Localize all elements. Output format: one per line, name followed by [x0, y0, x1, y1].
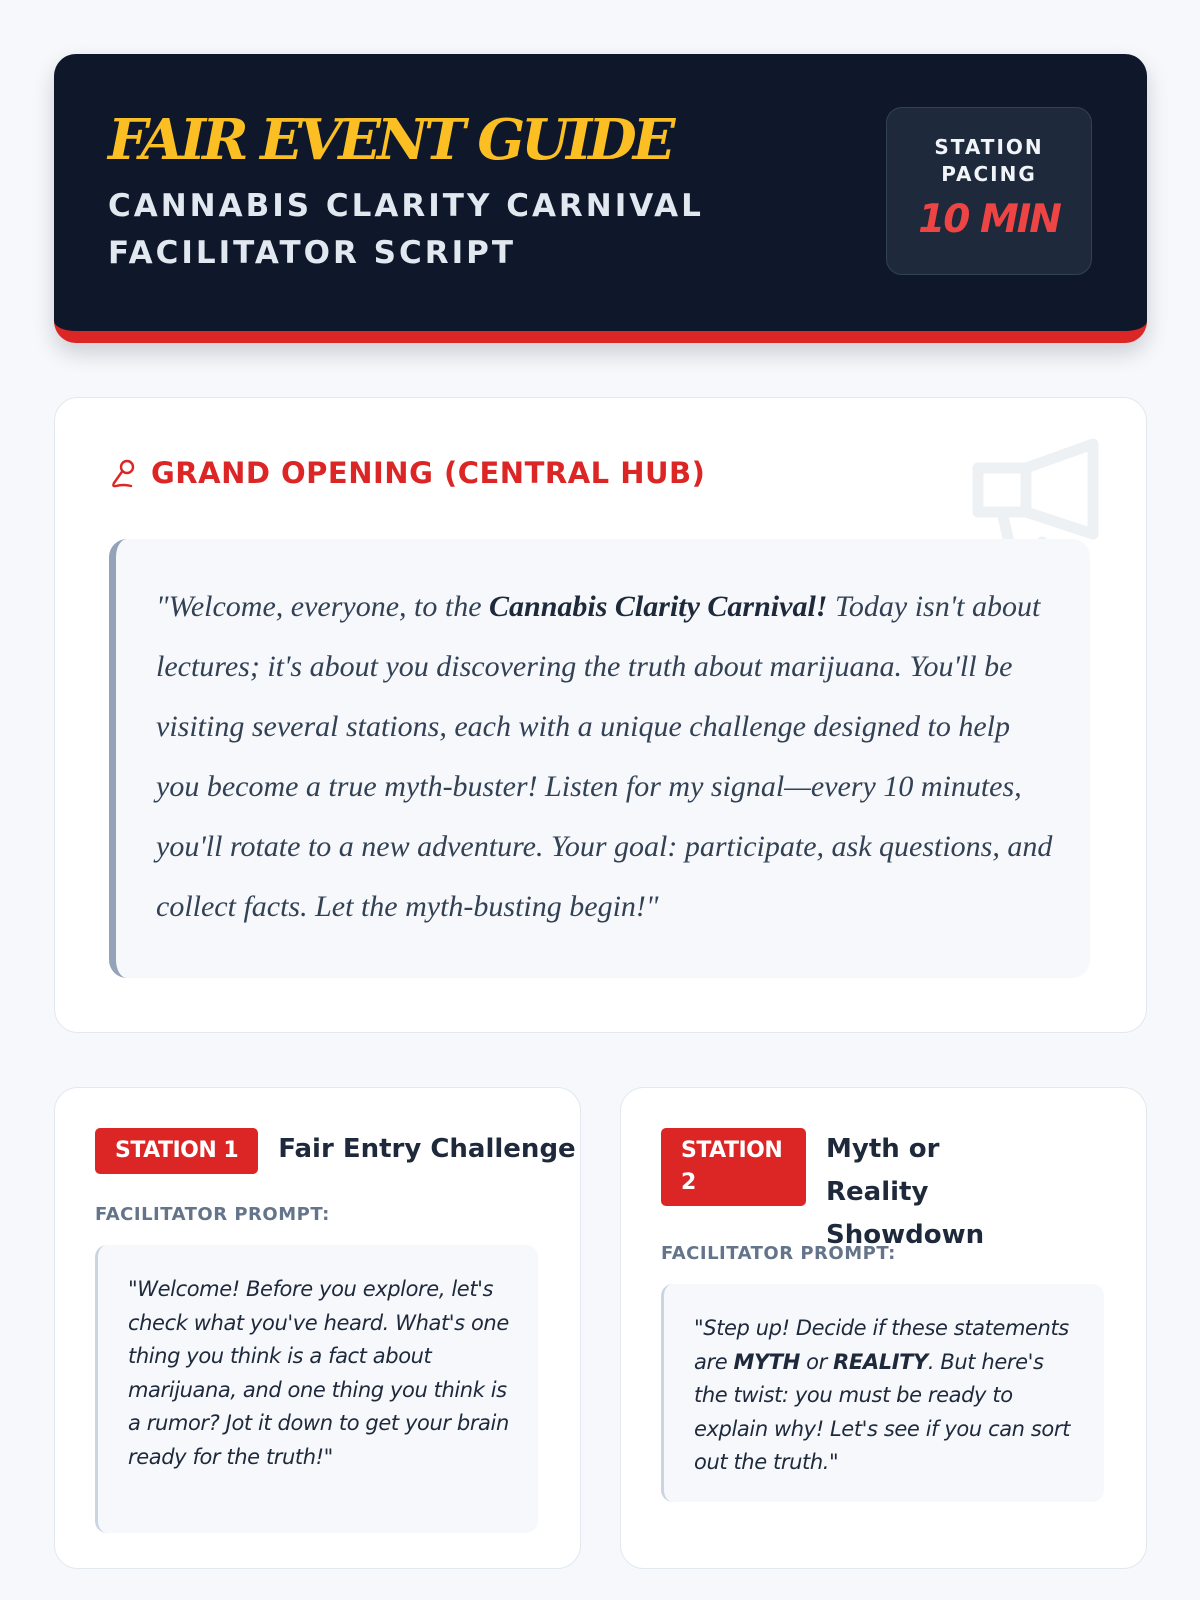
facilitator-prompt — [95, 1245, 538, 1533]
station-badge: STATION 1 — [95, 1128, 258, 1174]
prompt-text-or: or — [799, 1349, 834, 1374]
subtitle-line-event: CANNABIS CLARITY CARNIVAL — [108, 188, 704, 224]
pacing-label-line: STATION — [934, 135, 1044, 159]
station-card-2 — [620, 1087, 1147, 1569]
opening-quote-text — [156, 577, 1054, 937]
page-subtitle — [108, 183, 704, 277]
pacing-value: 10 MIN — [918, 197, 1060, 242]
facilitator-prompt-text: "Welcome! Before you explore, let's check what you've heard. What's one thing you think is a fact about marijuana, and one thing you think is a rumor? Jot it down to get your brain ready for the truth!" — [128, 1277, 509, 1469]
header-banner — [54, 54, 1147, 343]
page-title: FAIR EVENT GUIDE — [108, 107, 672, 173]
pacing-label-text — [887, 134, 1091, 188]
opening-title: GRAND OPENING (CENTRAL HUB) — [151, 456, 706, 490]
grand-opening-card — [54, 397, 1147, 1033]
facilitator-prompt-text — [694, 1312, 1076, 1480]
prompt-text-end: . But here's the twist: you must be ready to explain why! Let's see if you can sort out the truth." — [694, 1349, 1070, 1474]
quote-text-rest: Today isn't about lectures; it's about you discovering the truth about marijuana. You'll be visiting several stations, each with a unique challenge designed to help you become a true myth-buster! Listen for my signal—every 10 minutes, you'll rotate to a new adventure. Your goal: participate, ask questions, and collect facts. Let the myth-busting begin!" — [156, 590, 1053, 923]
quote-event-name: Cannabis Clarity Carnival! — [489, 590, 828, 623]
station-header — [95, 1128, 576, 1174]
microphone-icon — [111, 458, 137, 488]
prompt-text-start: "Step up! Decide if these statements are — [694, 1316, 1069, 1374]
prompt-myth: MYTH — [733, 1349, 800, 1374]
prompt-reality: REALITY — [833, 1349, 928, 1374]
station-badge: STATION 2 — [661, 1128, 806, 1206]
subtitle-line-script: FACILITATOR SCRIPT — [108, 235, 517, 271]
quote-text-start: "Welcome, everyone, to the — [156, 590, 490, 623]
station-name: Myth or Reality Showdown — [826, 1134, 985, 1250]
station-header — [661, 1128, 1046, 1257]
pacing-label — [887, 134, 1091, 188]
station-name: Fair Entry Challenge — [278, 1134, 576, 1164]
facilitator-prompt — [661, 1284, 1104, 1502]
facilitator-prompt-label: FACILITATOR PROMPT: — [661, 1243, 896, 1264]
pacing-label-line: PACING — [941, 162, 1037, 186]
opening-quote — [109, 539, 1090, 978]
facilitator-prompt-label: FACILITATOR PROMPT: — [95, 1204, 330, 1225]
station-card-1 — [54, 1087, 581, 1569]
station-pacing-box — [886, 107, 1092, 275]
opening-heading — [111, 456, 705, 490]
